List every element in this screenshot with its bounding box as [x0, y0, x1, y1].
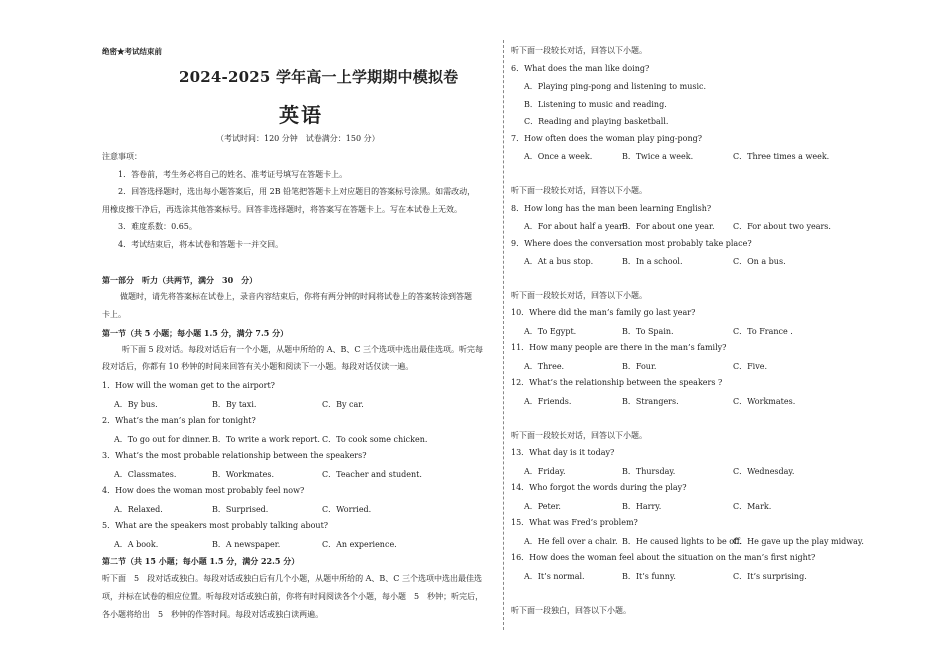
question: 15．What was Fred’s problem?: [511, 518, 638, 527]
option-b: B．Harry.: [622, 502, 662, 511]
option-b: B．He caused lights to be off.: [622, 537, 743, 546]
option-a: A．Peter.: [524, 502, 561, 511]
option-b: B．By taxi.: [212, 400, 257, 409]
option-a: A．A book.: [114, 540, 159, 549]
option-b: B．Workmates.: [212, 470, 274, 479]
part1-intro: 卡上。: [102, 310, 126, 319]
option-c: C．An experience.: [322, 540, 397, 549]
option-c: C．Worried.: [322, 505, 372, 514]
option-a: A．Three.: [524, 362, 565, 371]
option-c: C．Five.: [733, 362, 768, 371]
section2-intro: 听下面 5 段对话或独白。每段对话或独白后有几个小题，从题中所给的 A、B、C 三个选项中选出最佳选: [102, 574, 482, 583]
option-a: A．He fell over a chair.: [524, 537, 618, 546]
exam-title: 2024-2025 学年高一上学期期中模拟卷: [179, 68, 459, 86]
section2-heading: 第二节（共 15 小题；每小题 1.5 分，满分 22.5 分）: [102, 556, 300, 566]
option-c: C．It’s surprising.: [733, 572, 807, 581]
part1-intro: 做题时，请先将答案标在试卷上，录音内容结束后，你将有两分钟的时间将试卷上的答案转涂到答题: [120, 292, 472, 301]
option-b: B．Surprised.: [212, 505, 269, 514]
option-c: C．Three times a week.: [733, 152, 830, 161]
option-a: A．To go out for dinner.: [114, 435, 211, 444]
question: 1．How will the woman get to the airport?: [102, 381, 275, 390]
option-c: C．To cook some chicken.: [322, 435, 428, 444]
option-a: A．Friends.: [524, 397, 572, 406]
option-b: B．Strangers.: [622, 397, 679, 406]
note-item: 2．回答选择题时，选出每小题答案后，用 2B 铅笔把答题卡上对应题目的答案标号涂黑。如需改动，: [118, 187, 476, 196]
note-item: 用橡皮擦干净后，再选涂其他答案标号。回答非选择题时，将答案写在答题卡上。写在本试卷上无效。: [102, 205, 462, 214]
question: 9．Where does the conversation most probably take place?: [511, 239, 752, 248]
option-a: A．Playing ping-pong and listening to music.: [524, 82, 707, 91]
option-b: B．Twice a week.: [622, 152, 694, 161]
exam-info: （考试时间：120 分钟 试卷满分：150 分）: [216, 134, 380, 143]
question: 13．What day is it today?: [511, 448, 615, 457]
question: 2．What’s the man’s plan for tonight?: [102, 416, 256, 425]
notes-heading: 注意事项：: [102, 152, 142, 161]
option-b: B．Four.: [622, 362, 657, 371]
option-a: A．Classmates.: [114, 470, 177, 479]
option-b: B．Listening to music and reading.: [524, 100, 667, 109]
note-item: 3．难度系数：0.65。: [118, 222, 197, 231]
option-c: C．Mark.: [733, 502, 772, 511]
option-c: C．On a bus.: [733, 257, 786, 266]
option-b: B．It’s funny.: [622, 572, 676, 581]
option-c: C．By car.: [322, 400, 364, 409]
note-item: 1．答卷前，考生务必将自己的姓名、准考证号填写在答题卡上。: [118, 170, 348, 179]
question: 12．What’s the relationship between the speakers ?: [511, 378, 723, 387]
section1-intro: 段对话后，你都有 10 秒钟的时间来回答有关小题和阅读下一小题。每段对话仅读一遍。: [102, 362, 414, 371]
option-b: B．For about one year.: [622, 222, 715, 231]
question: 8．How long has the man been learning English?: [511, 204, 712, 213]
section2-intro: 各小题将给出 5 秒钟的作答时间。每段对话或独白读两遍。: [102, 610, 324, 619]
question: 16．How does the woman feel about the situation on the man’s first night?: [511, 553, 816, 562]
option-a: A．For about half a year.: [524, 222, 625, 231]
note-item: 4．考试结束后，将本试卷和答题卡一并交回。: [118, 240, 284, 249]
section2-intro: 项，并标在试卷的相应位置。听每段对话或独白前，你将有时间阅读各个小题，每小题 5 秒钟；听完后，: [102, 592, 484, 601]
option-b: B．In a school.: [622, 257, 683, 266]
question: 7．How often does the woman play ping-pong?: [511, 134, 703, 143]
column-divider: [503, 40, 504, 630]
option-a: A．To Egypt.: [524, 327, 577, 336]
section1-intro: 听下面 5 段对话。每段对话后有一个小题，从题中所给的 A、B、C 三个选项中选出最佳选项。听完每: [122, 345, 484, 354]
option-a: A．It’s normal.: [524, 572, 585, 581]
option-a: A．Relaxed.: [114, 505, 163, 514]
option-b: B．Thursday.: [622, 467, 676, 476]
question: 10．Where did the man’s family go last year?: [511, 308, 696, 317]
part1-heading: 第一部分 听力（共两节，满分 30 分）: [102, 275, 258, 285]
listen-instruction: 听下面一段较长对话，回答以下小题。: [511, 431, 647, 440]
option-c: C．Reading and playing basketball.: [524, 117, 669, 126]
option-c: C．Wednesday.: [733, 467, 795, 476]
option-c: C．For about two years.: [733, 222, 831, 231]
question: 14．Who forgot the words during the play?: [511, 483, 687, 492]
secret-label: 绝密★考试结束前: [102, 47, 162, 56]
section1-heading: 第一节（共 5 小题；每小题 1.5 分，满分 7.5 分）: [102, 328, 289, 338]
question: 3．What’s the most probable relationship between the speakers?: [102, 451, 367, 460]
option-b: B．To Spain.: [622, 327, 674, 336]
listen-instruction: 听下面一段独白，回答以下小题。: [511, 606, 631, 615]
option-c: C．Workmates.: [733, 397, 796, 406]
listen-instruction: 听下面一段较长对话，回答以下小题。: [511, 291, 647, 300]
question: 6．What does the man like doing?: [511, 64, 650, 73]
option-b: B．A newspaper.: [212, 540, 281, 549]
option-c: C．Teacher and student.: [322, 470, 422, 479]
option-a: A．Friday.: [524, 467, 566, 476]
question: 4．How does the woman most probably feel now?: [102, 486, 305, 495]
question: 11．How many people are there in the man’s family?: [511, 343, 727, 352]
listen-instruction: 听下面一段较长对话，回答以下小题。: [511, 46, 647, 55]
listen-instruction: 听下面一段较长对话，回答以下小题。: [511, 186, 647, 195]
option-c: C．To France .: [733, 327, 793, 336]
subject-title: 英语: [279, 103, 323, 127]
option-a: A．Once a week.: [524, 152, 593, 161]
option-c: C．He gave up the play midway.: [733, 537, 864, 546]
option-a: A．At a bus stop.: [524, 257, 594, 266]
question: 5．What are the speakers most probably talking about?: [102, 521, 329, 530]
option-b: B．To write a work report.: [212, 435, 320, 444]
option-a: A．By bus.: [114, 400, 158, 409]
